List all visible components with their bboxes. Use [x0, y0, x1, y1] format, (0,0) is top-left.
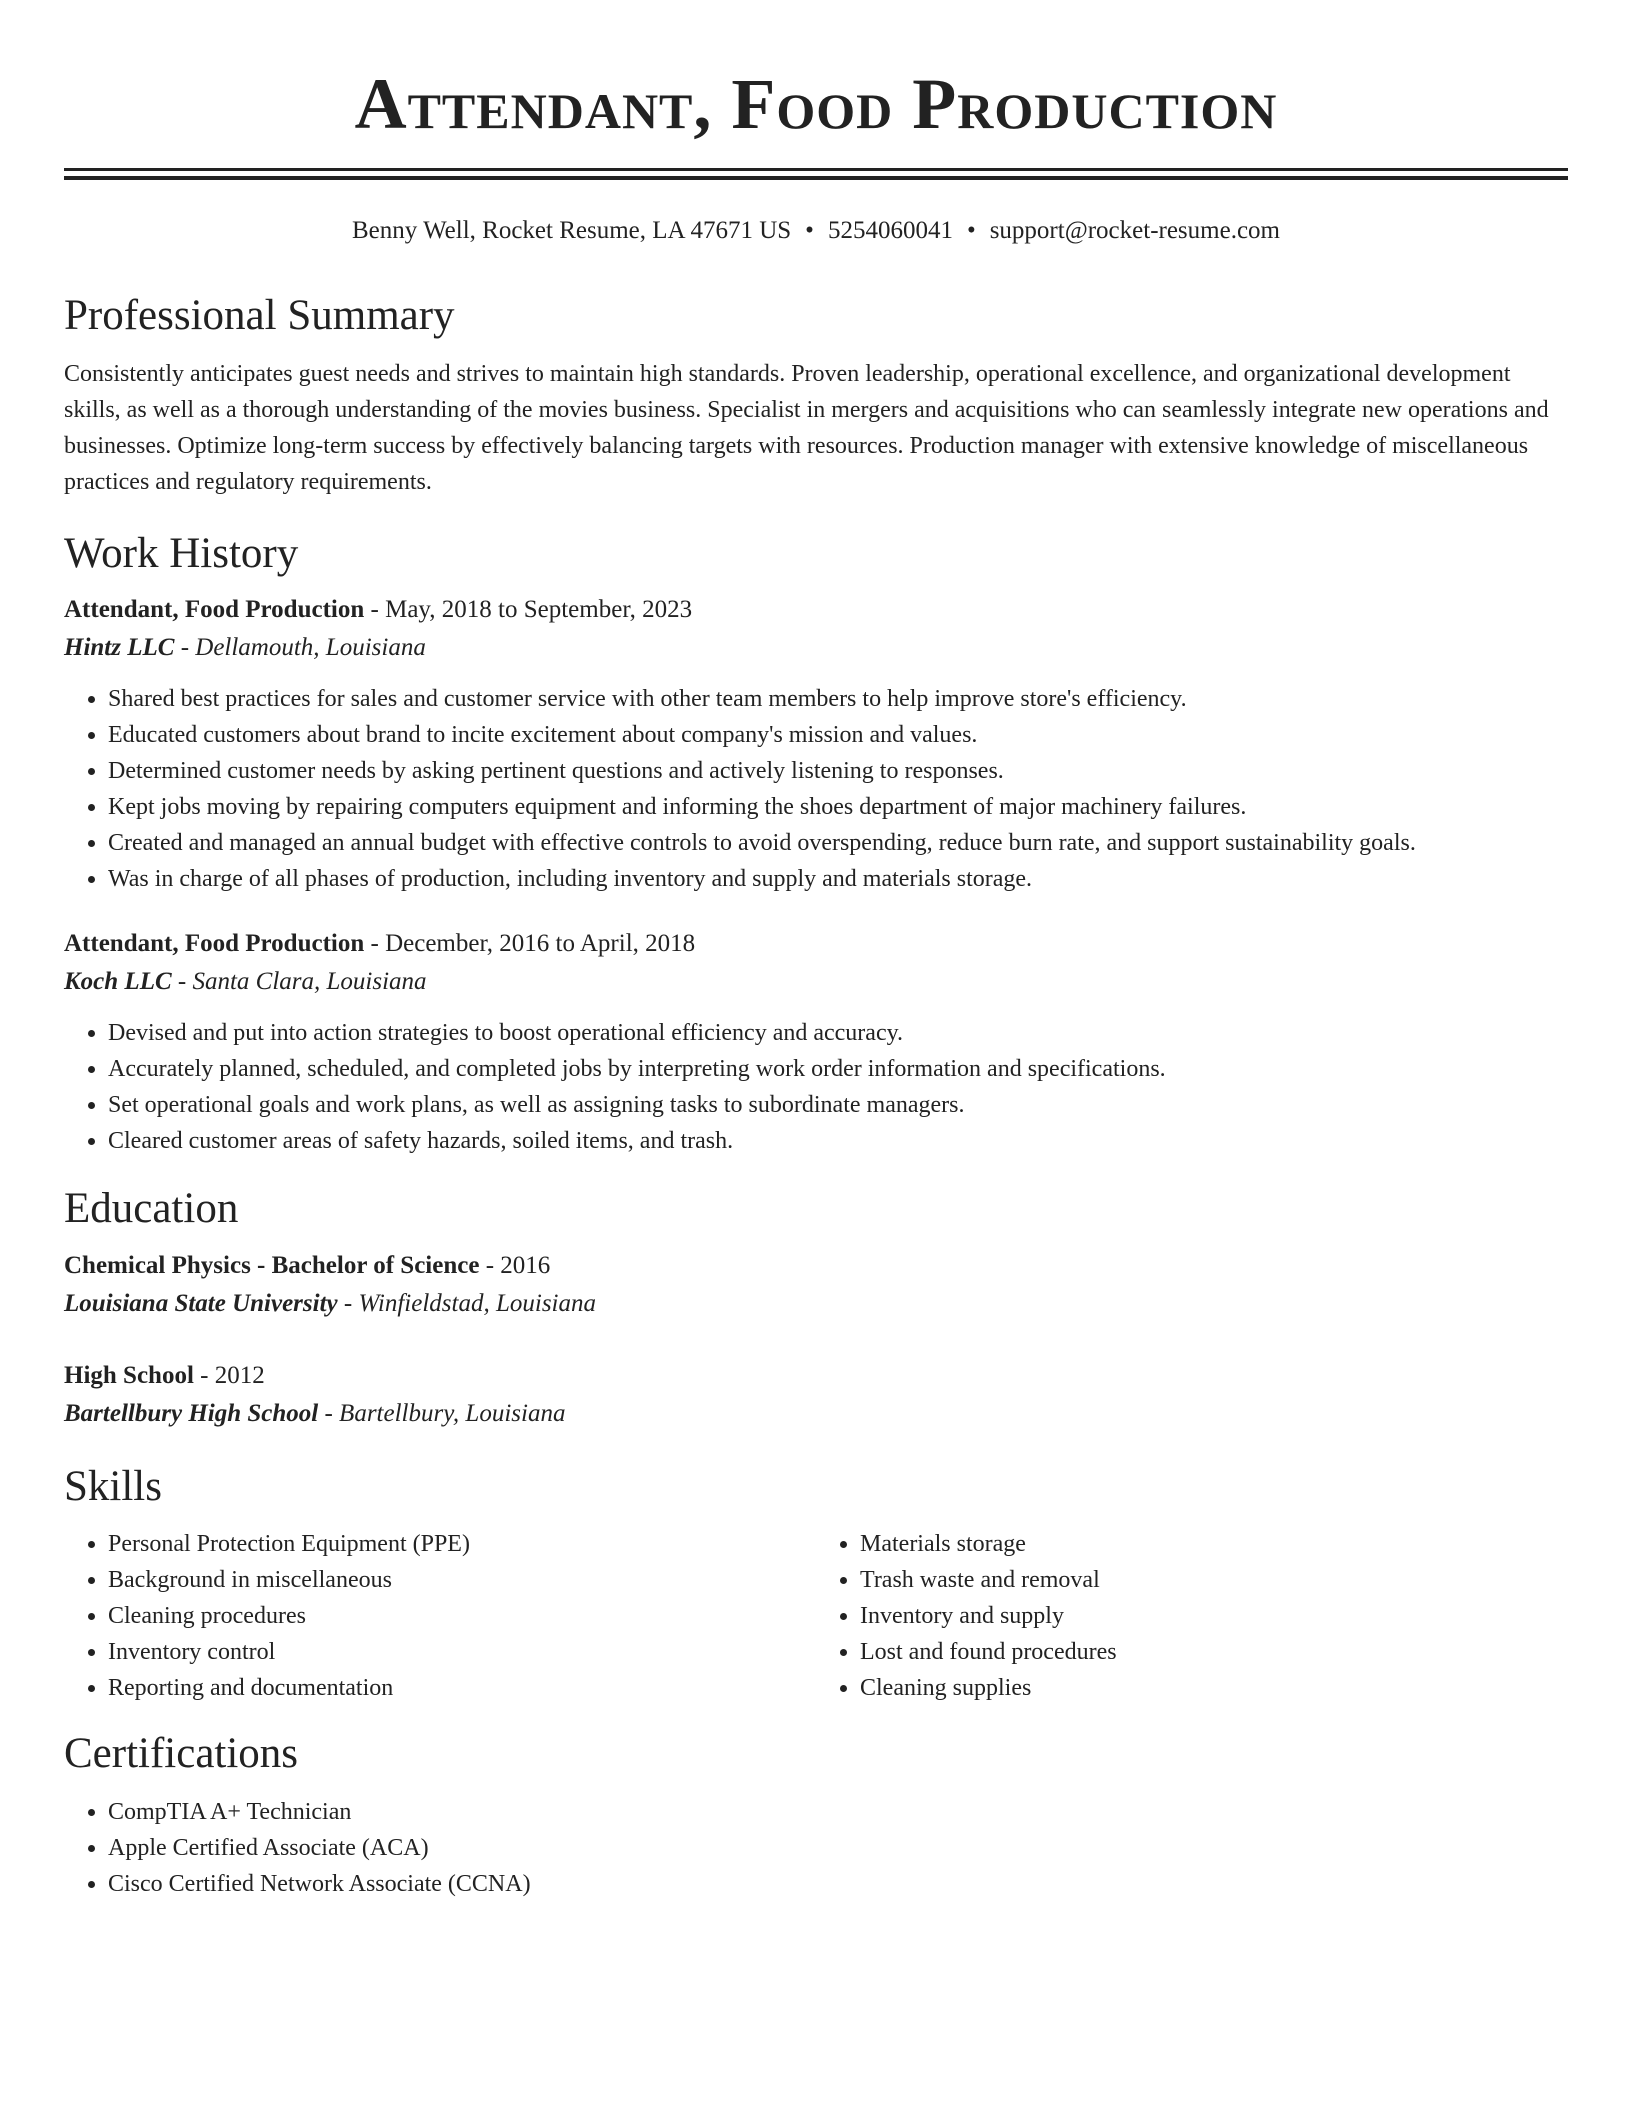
summary-heading: Professional Summary [64, 292, 455, 339]
skills-columns [64, 1512, 1568, 1706]
education-entry [64, 1357, 1568, 1433]
skills-list-right [816, 1526, 1568, 1706]
job-bullet: • Created and managed an annual budget with effective controls to avoid overspending, reduce burn rate, and support sustainability goals. [108, 825, 1568, 861]
job-entry [64, 591, 1568, 897]
skill-item: • Cleaning procedures [108, 1598, 816, 1634]
skills-heading: Skills [64, 1462, 162, 1510]
contact-separator: • [805, 217, 814, 244]
contact-address: Benny Well, Rocket Resume, LA 47671 US [352, 217, 792, 244]
job-bullet: • Cleared customer areas of safety hazards, soiled items, and trash. [108, 1123, 1568, 1159]
education-heading: Education [64, 1185, 239, 1233]
education-location: - Winfieldstad, Louisiana [337, 1289, 596, 1317]
education-degree: Chemical Physics - Bachelor of Science [64, 1251, 480, 1279]
job-employer [64, 629, 1568, 667]
title-divider-thin [64, 168, 1568, 171]
certification-item: • Apple Certified Associate (ACA) [108, 1830, 1568, 1866]
job-title: Attendant, Food Production [64, 596, 365, 624]
skill-item: • Background in miscellaneous [108, 1562, 816, 1598]
education-school: Louisiana State University [64, 1289, 338, 1317]
skill-item: • Personal Protection Equipment (PPE) [108, 1526, 816, 1562]
job-title: Attendant, Food Production [64, 930, 365, 958]
certification-item: • CompTIA A+ Technician [108, 1794, 1568, 1830]
education-degree-line [64, 1357, 1568, 1395]
job-bullet: • Was in charge of all phases of production, including inventory and supply and materials storage. [108, 861, 1568, 897]
job-employer [64, 963, 1568, 1001]
job-dates: - December, 2016 to April, 2018 [364, 930, 696, 958]
skill-item: • Lost and found procedures [860, 1634, 1568, 1670]
certifications-list [64, 1794, 1568, 1902]
summary-text: Consistently anticipates guest needs and strives to maintain high standards. Proven leadership, operational excellence, and organizational development skills, as well as a thorough understanding of the movies business. Specialist in mergers and acquisitions who can seamlessly integrate new operations and businesses. Optimize long-term success by effectively balancing targets with resources. Production manager with extensive knowledge of miscellaneous practices and regulatory requirements. [64, 360, 1549, 495]
skills-list-left [64, 1526, 816, 1706]
education-degree: High School [64, 1361, 194, 1389]
job-dates: - May, 2018 to September, 2023 [364, 596, 693, 624]
work-history-heading: Work History [64, 529, 299, 577]
job-bullet: • Educated customers about brand to incite excitement about company's mission and values. [108, 717, 1568, 753]
education-school-line [64, 1285, 1568, 1323]
education-entry [64, 1247, 1568, 1323]
job-bullet: • Accurately planned, scheduled, and completed jobs by interpreting work order information and specifications. [108, 1051, 1568, 1087]
education-year: - 2012 [193, 1361, 265, 1389]
job-entry [64, 925, 1568, 1159]
skill-item: • Trash waste and removal [860, 1562, 1568, 1598]
education-degree-line [64, 1247, 1568, 1285]
skill-item: • Cleaning supplies [860, 1670, 1568, 1706]
job-company: Hintz LLC [64, 634, 175, 662]
job-bullet: • Shared best practices for sales and customer service with other team members to help improve store's efficiency. [108, 681, 1568, 717]
certification-item: • Cisco Certified Network Associate (CCNA) [108, 1866, 1568, 1902]
contact-phone: 5254060041 [827, 217, 953, 244]
education-location: - Bartellbury, Louisiana [318, 1399, 566, 1427]
contact-separator: • [966, 217, 976, 244]
skill-item: • Reporting and documentation [108, 1670, 816, 1706]
job-bullet: • Kept jobs moving by repairing computers equipment and informing the shoes department of major machinery failures. [108, 789, 1568, 825]
job-location: - Santa Clara, Louisiana [171, 968, 427, 996]
contact-email: support@rocket-resume.com [989, 217, 1280, 244]
job-location: - Dellamouth, Louisiana [174, 634, 426, 662]
job-bullet: • Set operational goals and work plans, as well as assigning tasks to subordinate managers. [108, 1087, 1568, 1123]
title-divider-thick [64, 176, 1568, 180]
education-school-line [64, 1395, 1568, 1433]
contact-line [64, 216, 1568, 246]
job-company: Koch LLC [64, 968, 172, 996]
education-year: - 2016 [479, 1251, 551, 1279]
skill-item: • Inventory control [108, 1634, 816, 1670]
job-bullet: • Devised and put into action strategies to boost operational efficiency and accuracy. [108, 1015, 1568, 1051]
certifications-heading: Certifications [64, 1730, 299, 1778]
job-header [64, 591, 1568, 629]
job-bullets [64, 681, 1568, 897]
job-bullets [64, 1015, 1568, 1159]
job-header [64, 925, 1568, 963]
education-school: Bartellbury High School [64, 1399, 319, 1427]
resume-title: Attendant, Food Production [354, 64, 1278, 144]
skill-item: • Inventory and supply [860, 1598, 1568, 1634]
job-bullet: • Determined customer needs by asking pertinent questions and actively listening to responses. [108, 753, 1568, 789]
skill-item: • Materials storage [860, 1526, 1568, 1562]
